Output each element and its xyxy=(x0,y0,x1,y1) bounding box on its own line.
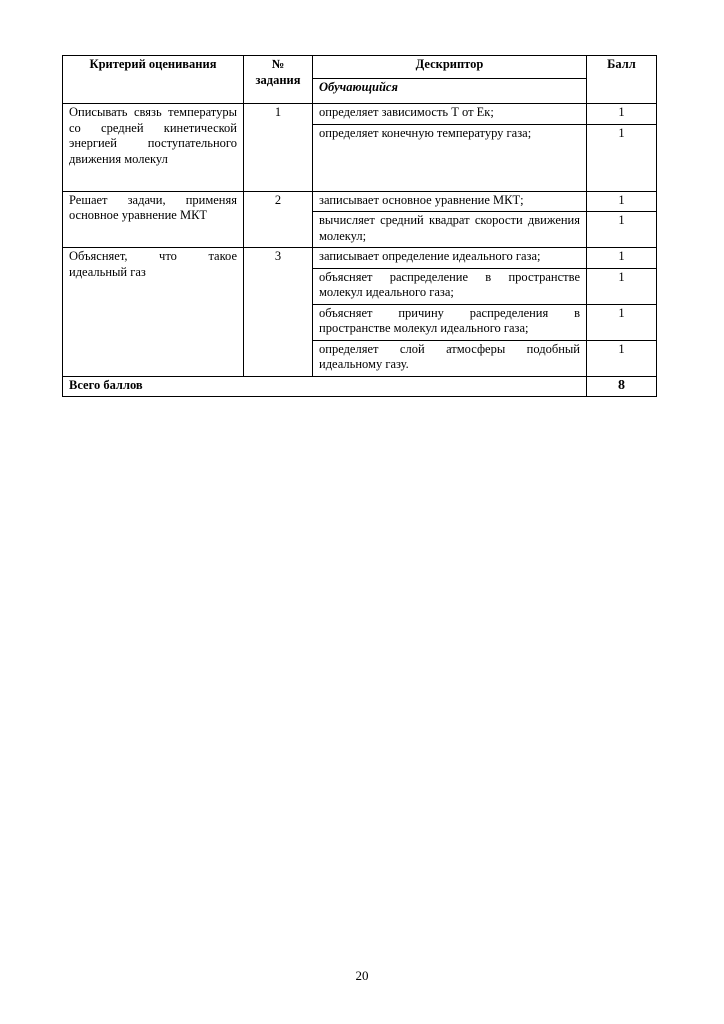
header-criterion: Критерий оценивания xyxy=(63,56,244,104)
descriptor-cell: записывает определение идеального газа; xyxy=(313,248,587,269)
criterion-cell: Описывать связь температуры со средней кинетической энергией поступательного движения молекул xyxy=(63,104,244,192)
total-label: Всего баллов xyxy=(63,376,587,397)
header-learner: Обучающийся xyxy=(313,79,587,104)
table-row xyxy=(63,191,657,212)
header-row xyxy=(63,56,657,79)
task-number-cell: 1 xyxy=(244,104,313,192)
descriptor-cell: объясняет распределение в пространстве молекул идеального газа; xyxy=(313,268,587,304)
score-cell: 1 xyxy=(587,104,657,125)
table-row xyxy=(63,248,657,269)
descriptor-cell: определяет зависимость Т от Eк; xyxy=(313,104,587,125)
criterion-cell: Объясняет, что такое идеальный газ xyxy=(63,248,244,377)
descriptor-cell: вычисляет средний квадрат скорости движения молекул; xyxy=(313,212,587,248)
score-cell: 1 xyxy=(587,248,657,269)
score-cell: 1 xyxy=(587,304,657,340)
score-cell: 1 xyxy=(587,212,657,248)
task-number-cell: 2 xyxy=(244,191,313,248)
table-row xyxy=(63,104,657,125)
score-cell: 1 xyxy=(587,124,657,191)
header-score: Балл xyxy=(587,56,657,104)
descriptor-cell: определяет конечную температуру газа; xyxy=(313,124,587,191)
score-cell: 1 xyxy=(587,340,657,376)
criterion-cell: Решает задачи, применяя основное уравнение МКТ xyxy=(63,191,244,248)
assessment-rubric-table xyxy=(62,55,657,397)
page-number: 20 xyxy=(355,968,369,983)
total-value: 8 xyxy=(587,376,657,397)
task-number-cell: 3 xyxy=(244,248,313,377)
score-cell: 1 xyxy=(587,191,657,212)
descriptor-cell: определяет слой атмосферы подобный идеальному газу. xyxy=(313,340,587,376)
total-row xyxy=(63,376,657,397)
score-cell: 1 xyxy=(587,268,657,304)
header-task-number: № задания xyxy=(244,56,313,104)
header-descriptor: Дескриптор xyxy=(313,56,587,79)
descriptor-cell: записывает основное уравнение МКТ; xyxy=(313,191,587,212)
descriptor-cell: объясняет причину распределения в пространстве молекул идеального газа; xyxy=(313,304,587,340)
